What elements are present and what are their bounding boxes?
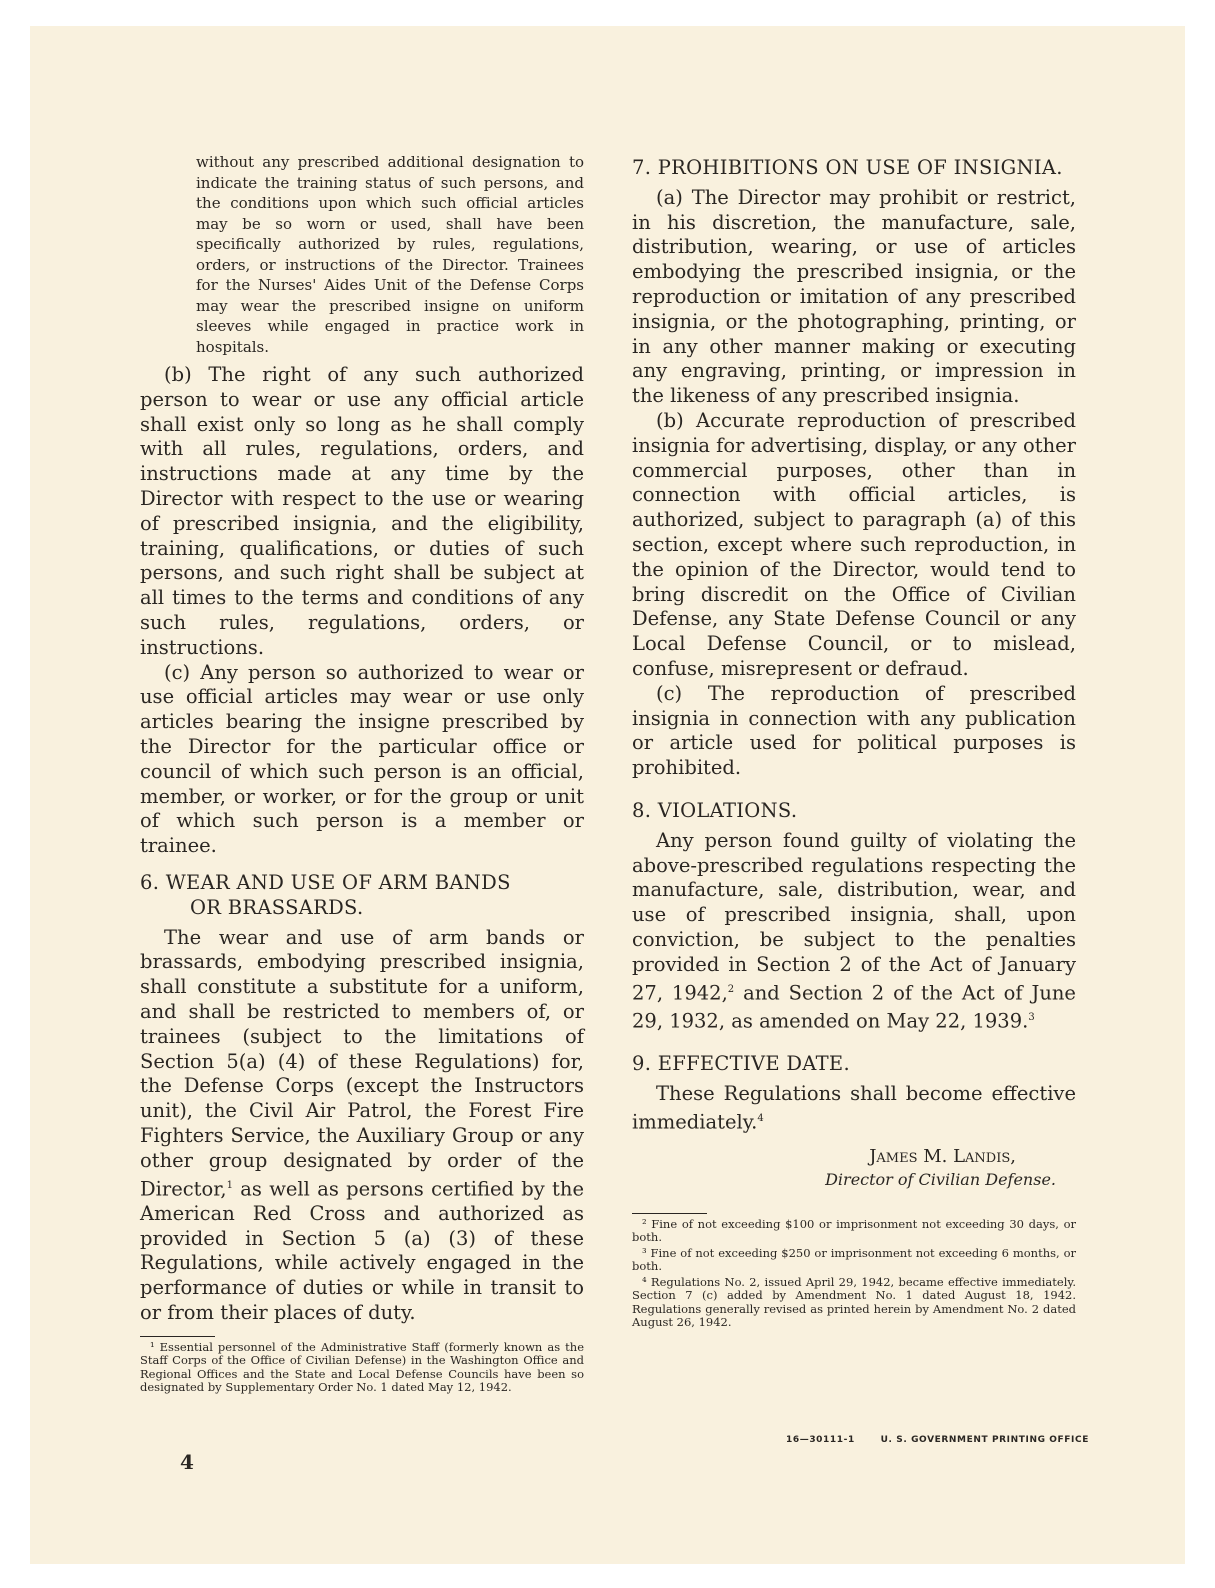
footnote-ref-4: 4 — [757, 1112, 764, 1124]
section-6-heading-line2: OR BRASSARDS. — [190, 895, 364, 919]
signature-name: James M. Landis, — [869, 1145, 1016, 1167]
section-6-text-1: The wear and use of arm bands or brassards, embodying prescribed insignia, shall constitute a substitute for a uniform, and shall be restricted to members of, or trainees (subject to the limitations of Section 5(a) (4) of these Regulations) for, the Defense Corps (except the Instructors unit), the Civil Air Patrol, the Forest Fire Fighters Service, the Auxiliary Group or any other group designated by order of the Director, — [140, 925, 584, 1200]
intro-paragraph: without any prescribed additional designation to indicate the training status of such persons, and the conditions upon which such official articles may be so worn or used, shall have been specifically authorized by rules, regulations, orders, or instructions of the Director. Trainees for the Nurses' Aides Unit of the Defense Corps may wear the prescribed insigne on uniform sleeves while engaged in practice work in hospitals. — [196, 153, 584, 356]
paragraph-b: (b) The right of any such authorized person to wear or use any official article shall exist only so long as he shall comply with all rules, regulations, orders, and instructions made at any time by the Director with respect to the use or wearing of prescribed insignia, and the eligibility, training, qualifications, or duties of such persons, and such right shall be subject at all times to the terms and conditions of any such rules, regulations, orders, or instructions. — [140, 363, 584, 659]
section-9-heading: 9. EFFECTIVE DATE. — [632, 1052, 850, 1076]
footnote-4: ⁴ Regulations No. 2, issued April 29, 1942, became effective immediately. Section 7 (c) added by Amendment No. 1 dated August 18, 1942. Regulations generally revised as printed herein by Amendment No. 2 dated August 26, 1942. — [632, 1274, 1076, 1330]
section-8-text-1: Any person found guilty of violating the above-prescribed regulations respecting the manufacture, sale, distribution, wear, and use of prescribed insignia, shall, upon conviction, be subject to the penalties provided in Section 2 of the Act of January 27, 1942, — [632, 828, 1076, 1004]
footnote-ref-2: 2 — [727, 983, 735, 995]
right-column — [632, 152, 1076, 1332]
section-7-paragraph-a: (a) The Director may prohibit or restrict, in his discretion, the manufacture, sale, distribution, wearing, or use of articles embodying the prescribed insignia, or the reproduction or imitation of any prescribed insignia, or the photographing, printing, or in any other manner making or executing any engraving, printing, or impression in the likeness of any prescribed insignia. — [632, 185, 1076, 408]
section-6-paragraph — [140, 926, 584, 1326]
section-7-paragraph-b: (b) Accurate reproduction of prescribed insignia for advertising, display, or any other commercial purposes, other than in connection with official articles, is authorized, subject to paragraph (a) of this section, except where such reproduction, in the opinion of the Director, would tend to bring discredit on the Office of Civilian Defense, any State Defense Council or any Local Defense Council, or to mislead, confuse, misrepresent or defraud. — [632, 408, 1076, 680]
section-9-text: These Regulations shall become effective immediately. — [632, 1081, 1076, 1134]
page-number: 4 — [180, 1450, 194, 1474]
printer-imprint — [786, 1435, 1111, 1445]
section-7-heading: 7. PROHIBITIONS ON USE OF INSIGNIA. — [632, 156, 1063, 179]
section-8-text-2: and Section 2 of the Act of June 29, 1932, as amended on May 22, 1939. — [632, 981, 1076, 1033]
footnote-ref-3: 3 — [1028, 1011, 1035, 1023]
footnote-ref-1: 1 — [226, 1179, 233, 1191]
section-6-heading — [140, 871, 584, 921]
left-column — [140, 152, 584, 1397]
section-7-paragraph-c: (c) The reproduction of prescribed insignia in connection with any publication or article used for political purposes is prohibited. — [632, 681, 1076, 780]
paragraph-c: (c) Any person so authorized to wear or use official articles may wear or use only articles bearing the insigne prescribed by the Director for the particular office or council of which such person is an official, member, or worker, or for the group or unit of which such person is a member or trainee. — [140, 660, 584, 858]
printer-name: U. S. GOVERNMENT PRINTING OFFICE — [880, 1435, 1089, 1445]
footnote-3: ³ Fine of not exceeding $250 or imprisonment not exceeding 6 months, or both. — [632, 1245, 1076, 1274]
signature-title: Director of Civilian Defense. — [825, 1169, 1056, 1189]
section-8-heading: 8. VIOLATIONS. — [632, 798, 798, 822]
footnote-2: ² Fine of not exceeding $100 or imprisonment not exceeding 30 days, or both. — [632, 1216, 1076, 1245]
printer-code: 16—30111-1 — [786, 1435, 855, 1445]
section-6-heading-line1: 6. WEAR AND USE OF ARM BANDS — [140, 870, 511, 894]
footnote-1: ¹ Essential personnel of the Administrative Staff (formerly known as the Staff Corps of the Office of Civilian Defense) in the Washington Office and Regional Offices and the State and Local Defense Councils have been so designated by Supplementary Order No. 1 dated May 12, 1942. — [140, 1339, 584, 1395]
footnote-rule — [140, 1336, 215, 1337]
footnote-rule-right — [632, 1213, 707, 1214]
section-8-paragraph — [632, 829, 1076, 1034]
section-6-text-2: as well as persons certified by the American Red Cross and authorized as provided in Section 5 (a) (3) of these Regulations, while actively engaged in the performance of duties or while in transit to or from their places of duty. — [140, 1177, 584, 1324]
section-9-paragraph — [632, 1082, 1076, 1135]
